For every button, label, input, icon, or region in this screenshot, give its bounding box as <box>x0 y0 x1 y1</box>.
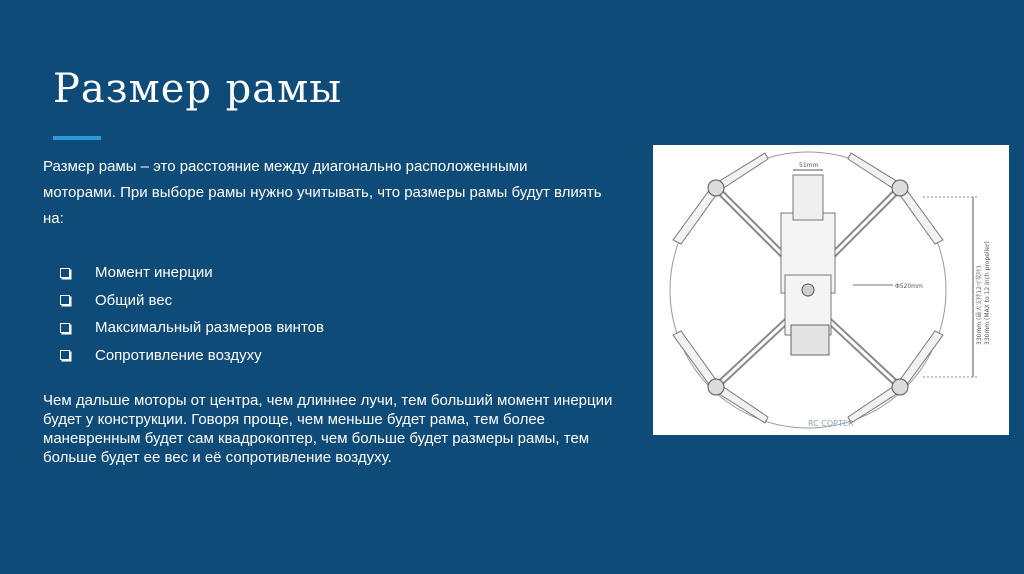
dimension-label-side-1: 330mm (最大支持12寸桨叶) <box>976 265 983 345</box>
list-item <box>60 342 560 370</box>
list-item-label: Максимальный размеров винтов <box>95 319 324 336</box>
list-item <box>60 314 560 342</box>
slide-title: Размер рамы <box>53 66 343 112</box>
list-item-label: Сопротивление воздуху <box>95 346 262 364</box>
gimbal-mount <box>791 325 829 355</box>
center-hub <box>802 284 814 296</box>
dimension-label-side-2: 330mm (MAX to 12 inch propeller) <box>984 241 991 345</box>
dimension-label-top: 51mm <box>799 162 819 169</box>
intro-paragraph: Размер рамы – это расстояние между диагонально расположенными моторами. При выборе рамы нужно учитывать, что размеры рамы будут влиять на: <box>43 158 602 227</box>
battery-mount <box>793 175 823 220</box>
checkbox-bullet-icon <box>60 323 70 333</box>
dimension-label-diagonal: Φ520mm <box>895 283 923 290</box>
quadcopter-frame-diagram <box>653 145 1009 435</box>
list-item <box>60 259 560 287</box>
outro-paragraph: Чем дальше моторы от центра, чем длиннее лучи, тем больший момент инерции будет у конструкции. Говоря проще, чем меньше будет рама, тем более маневренным будет сам квадрокоптер, чем больше будет размеры рамы, тем больше будет ее вес и её сопротивление воздуху. <box>43 392 613 466</box>
list-item <box>60 287 560 315</box>
list-item-label: Момент инерции <box>95 264 213 281</box>
frame-drawing <box>653 145 1009 435</box>
bullet-list <box>60 259 560 369</box>
title-underline <box>53 136 101 140</box>
checkbox-bullet-icon <box>60 350 70 360</box>
checkbox-bullet-icon <box>60 295 70 305</box>
watermark: RC COPTER <box>808 419 854 428</box>
checkbox-bullet-icon <box>60 268 70 278</box>
list-item-label: Общий вес <box>95 291 173 309</box>
